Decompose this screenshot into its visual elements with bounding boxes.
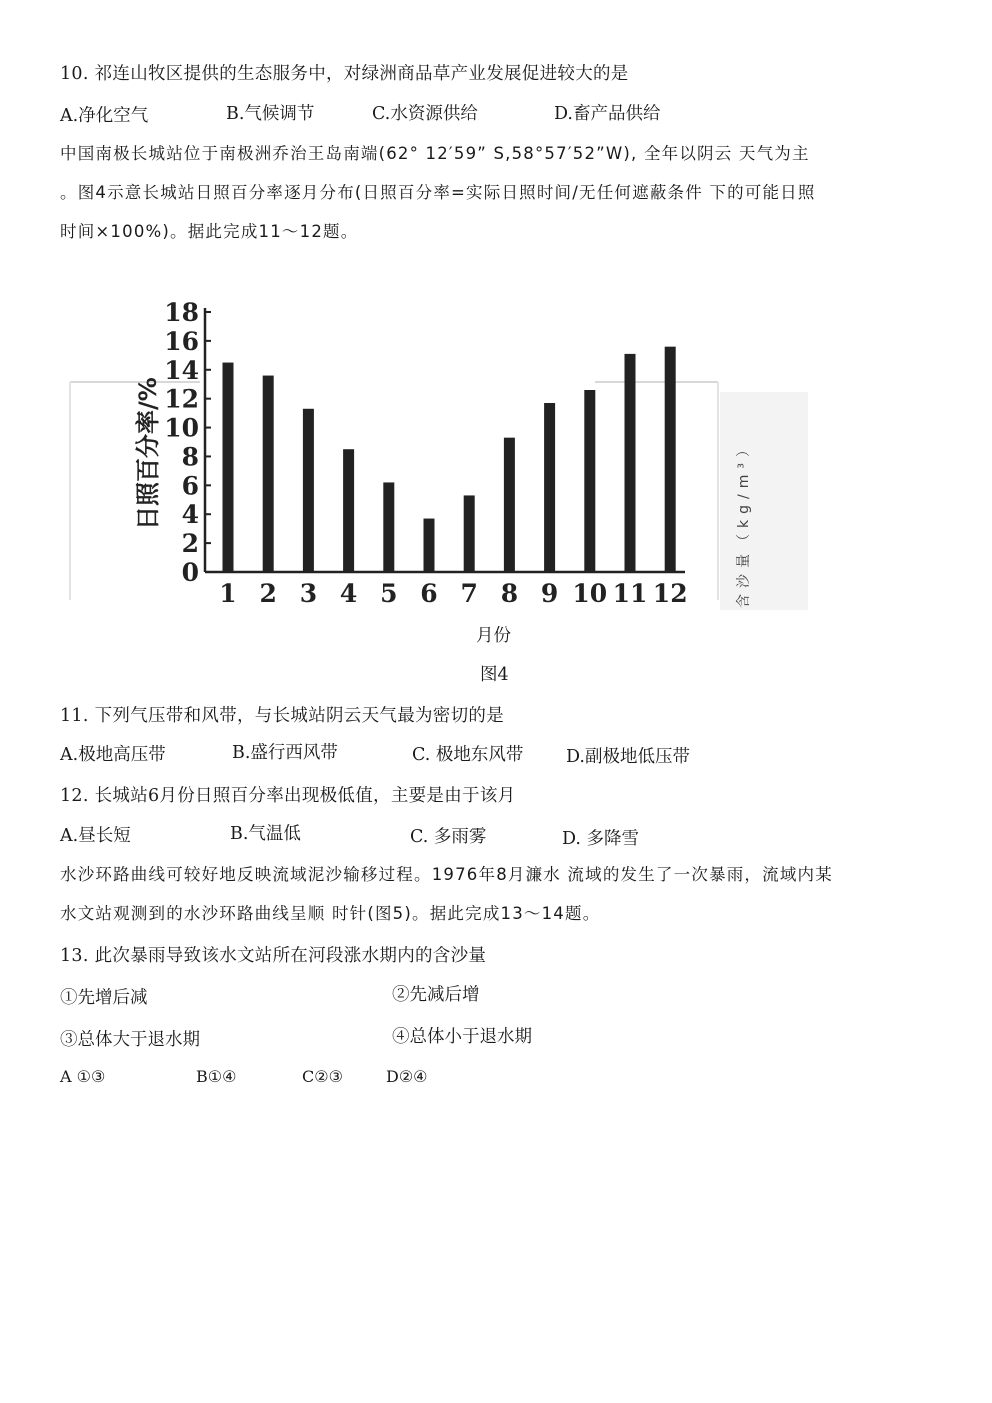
q13-item-3: ③总体大于退水期 — [60, 1030, 200, 1050]
bar-month-3 — [303, 409, 314, 572]
overlay-axis-label: 含沙量（kg/m³） — [736, 437, 752, 608]
x-tick-label: 9 — [540, 579, 559, 608]
x-tick-label: 7 — [460, 579, 478, 608]
q13-option-b: B①④ — [196, 1067, 237, 1086]
q12-option-d: D. 多降雪 — [562, 829, 640, 849]
q11-option-b: B.盛行西风带 — [232, 743, 338, 763]
q12-option-c: C. 多雨雾 — [410, 827, 487, 847]
y-tick-label: 4 — [181, 500, 199, 530]
intro-11-12-line-1: 中国南极长城站位于南极洲乔治王岛南端(62° 12′59” S,58°57′52”W), 全年以阴云 天气为主 — [60, 144, 810, 163]
q12-option-a: A.昼长短 — [60, 826, 131, 846]
bar-month-4 — [343, 449, 354, 572]
axes — [205, 308, 685, 572]
q13-option-a: A ①③ — [60, 1067, 106, 1086]
q11-option-a: A.极地高压带 — [60, 745, 166, 765]
q10-option-d: D.畜产品供给 — [554, 104, 661, 124]
q13-option-d: D②④ — [386, 1067, 428, 1086]
q13-item-1: ①先增后减 — [60, 988, 148, 1008]
q12-stem: 12. 长城站6月份日照百分率出现极低值，主要是由于该月 — [60, 786, 516, 806]
bar-month-5 — [383, 482, 394, 572]
y-tick-label: 12 — [164, 384, 199, 414]
figure4-caption: 图4 — [480, 665, 509, 685]
bar-month-12 — [665, 347, 676, 572]
intro-11-12-line-3: 时间×100%)。据此完成11～12题。 — [60, 222, 359, 241]
figure4-chart — [0, 0, 992, 700]
q13-option-c: C②③ — [302, 1067, 343, 1086]
y-tick-label: 18 — [164, 298, 199, 327]
q11-option-d: D.副极地低压带 — [566, 747, 690, 767]
x-tick-label: 6 — [420, 579, 438, 608]
intro-13-14-line-1: 水沙环路曲线可较好地反映流域泥沙输移过程。1976年8月濂水 流域的发生了一次暴雨，流域内某 — [60, 865, 833, 884]
x-tick-label: 10 — [572, 579, 608, 608]
q10-option-a: A.净化空气 — [60, 106, 149, 126]
y-tick-label: 6 — [181, 471, 199, 501]
q13-item-4: ④总体小于退水期 — [392, 1027, 532, 1047]
q12-option-b: B.气温低 — [230, 824, 301, 844]
bar-month-9 — [544, 403, 555, 572]
bar-month-6 — [424, 519, 435, 572]
x-tick-label: 4 — [339, 579, 358, 608]
y-tick-label: 14 — [164, 355, 199, 385]
q11-stem: 11. 下列气压带和风带，与长城站阴云天气最为密切的是 — [60, 706, 504, 726]
bar-month-7 — [464, 495, 475, 572]
y-axis-label: 日照百分率/% — [134, 377, 162, 530]
bar-month-10 — [584, 390, 595, 572]
q11-option-c: C. 极地东风带 — [412, 745, 524, 765]
x-axis-label: 月份 — [476, 626, 511, 646]
x-tick-label: 11 — [612, 579, 648, 608]
y-tick-label: 16 — [164, 326, 199, 356]
y-tick-label: 2 — [181, 529, 199, 559]
q13-stem: 13. 此次暴雨导致该水文站所在河段涨水期内的含沙量 — [60, 946, 487, 966]
bar-month-1 — [223, 363, 234, 572]
bar-month-2 — [263, 376, 274, 572]
intro-13-14 — [60, 855, 935, 933]
q10-option-c: C.水资源供给 — [372, 104, 478, 124]
x-tick-label: 2 — [259, 579, 277, 608]
q10-stem: 10. 祁连山牧区提供的生态服务中，对绿洲商品草产业发展促进较大的是 — [60, 64, 629, 84]
intro-13-14-line-2: 水文站观测到的水沙环路曲线呈顺 时针(图5)。据此完成13～14题。 — [60, 904, 601, 923]
q13-item-2: ②先减后增 — [392, 985, 480, 1005]
y-tick-label: 10 — [164, 413, 199, 443]
bar-month-8 — [504, 438, 515, 572]
x-tick-label: 3 — [299, 579, 318, 608]
bars — [223, 347, 676, 572]
q10-option-b: B.气候调节 — [226, 104, 315, 124]
y-tick-label: 0 — [181, 558, 199, 587]
intro-11-12-line-2: 。图4示意长城站日照百分率逐月分布(日照百分率=实际日照时间/无任何遮蔽条件 下的可能日照 — [60, 183, 816, 202]
bar-month-11 — [625, 354, 636, 572]
x-tick-label: 8 — [500, 579, 519, 608]
x-tick-label: 1 — [219, 579, 237, 608]
x-ticks — [219, 579, 687, 608]
x-tick-label: 12 — [652, 579, 688, 608]
y-tick-label: 8 — [181, 442, 199, 472]
x-tick-label: 5 — [380, 579, 398, 608]
